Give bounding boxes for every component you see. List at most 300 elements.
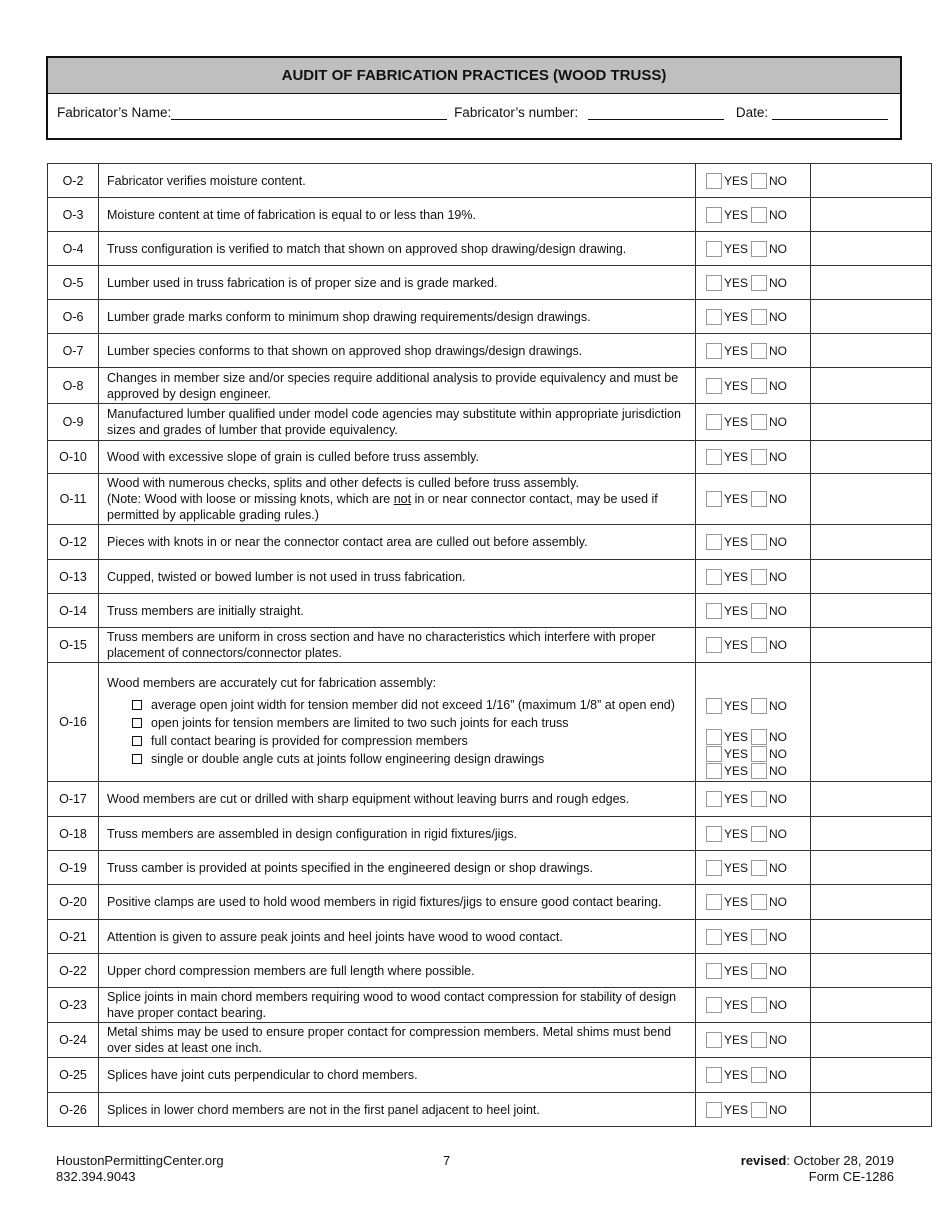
table-row	[48, 300, 932, 334]
item-code: O-25	[48, 1058, 99, 1093]
yes-no-group	[706, 602, 810, 619]
yes-no-cell	[696, 885, 811, 920]
item-code: O-24	[48, 1023, 99, 1058]
item-text: Wood members are accurately cut for fabrication assembly:	[107, 676, 437, 690]
item-code: O-2	[48, 164, 99, 198]
no-label: NO	[769, 603, 788, 618]
footer-revised	[741, 1153, 894, 1169]
yes-label: YES	[724, 638, 749, 652]
notes-cell[interactable]	[811, 334, 932, 368]
no-checkbox[interactable]	[751, 1067, 767, 1083]
no-label: NO	[769, 535, 788, 549]
item-description	[99, 441, 696, 474]
yes-no-cell	[696, 164, 811, 198]
yes-label: YES	[724, 173, 749, 188]
yes-no-group	[706, 568, 810, 585]
item-text: Manufactured lumber qualified under model code agencies may substitute within appropriate jurisdiction sizes and grades of lumber that provide equivalency.	[107, 407, 681, 437]
no-checkbox[interactable]	[751, 929, 767, 945]
table-row	[48, 1093, 932, 1127]
item-description	[99, 266, 696, 300]
item-code: O-19	[48, 851, 99, 885]
page-number: 7	[443, 1153, 451, 1168]
yes-label: YES	[724, 492, 749, 506]
table-row	[48, 988, 932, 1023]
notes-cell[interactable]	[811, 594, 932, 628]
yes-no-group	[706, 172, 810, 189]
note-text: in or near connector contact, may be used if permitted by applicable grading rules.)	[107, 492, 658, 522]
yes-no-stack	[706, 697, 810, 779]
item-sublist	[107, 697, 687, 767]
yes-checkbox[interactable]	[706, 343, 722, 359]
no-label: NO	[769, 450, 788, 464]
notes-cell[interactable]	[811, 368, 932, 404]
item-code: O-26	[48, 1093, 99, 1127]
no-label: NO	[769, 415, 788, 429]
yes-checkbox[interactable]	[706, 637, 722, 653]
yes-label: YES	[724, 1102, 749, 1117]
yes-checkbox[interactable]	[706, 1032, 722, 1048]
yes-no-cell	[696, 851, 811, 885]
yes-label: YES	[724, 1033, 749, 1047]
table-row	[48, 198, 932, 232]
yes-label: YES	[724, 998, 749, 1012]
yes-no-cell	[696, 628, 811, 663]
no-label: NO	[769, 929, 788, 944]
item-code: O-9	[48, 404, 99, 441]
table-row	[48, 851, 932, 885]
yes-label: YES	[724, 569, 749, 584]
item-note	[107, 491, 687, 523]
item-description	[99, 1058, 696, 1093]
item-code: O-12	[48, 525, 99, 560]
yes-no-group	[706, 377, 810, 394]
no-checkbox[interactable]	[751, 1032, 767, 1048]
item-description	[99, 954, 696, 988]
yes-no-cell	[696, 817, 811, 851]
audit-table	[47, 163, 932, 1127]
no-checkbox[interactable]	[751, 449, 767, 465]
yes-checkbox[interactable]	[706, 534, 722, 550]
no-checkbox[interactable]	[751, 746, 767, 762]
yes-no-group	[706, 762, 810, 779]
yes-no-group	[706, 1032, 810, 1049]
no-checkbox[interactable]	[751, 603, 767, 619]
item-code: O-17	[48, 782, 99, 817]
item-code: O-15	[48, 628, 99, 663]
yes-checkbox[interactable]	[706, 378, 722, 394]
yes-checkbox[interactable]	[706, 963, 722, 979]
sublist-text: open joints for tension members are limited to two such joints for each truss	[151, 716, 569, 730]
notes-cell[interactable]	[811, 266, 932, 300]
yes-checkbox[interactable]	[706, 698, 722, 714]
item-description	[99, 817, 696, 851]
yes-no-group	[706, 1067, 810, 1084]
notes-cell[interactable]	[811, 1093, 932, 1127]
no-label: NO	[769, 1033, 788, 1047]
notes-cell[interactable]	[811, 628, 932, 663]
table-row	[48, 663, 932, 782]
item-text: Truss members are assembled in design configuration in rigid fixtures/jigs.	[107, 826, 518, 841]
table-row	[48, 525, 932, 560]
table-row	[48, 885, 932, 920]
no-checkbox[interactable]	[751, 698, 767, 714]
item-code: O-5	[48, 266, 99, 300]
yes-no-group	[706, 997, 810, 1014]
item-description	[99, 368, 696, 404]
no-checkbox[interactable]	[751, 729, 767, 745]
yes-checkbox[interactable]	[706, 275, 722, 291]
yes-checkbox[interactable]	[706, 791, 722, 807]
yes-no-group	[706, 825, 810, 842]
date-label: Date:	[735, 105, 769, 120]
item-text: Truss configuration is verified to match that shown on approved shop drawing/design drawing.	[107, 241, 627, 256]
no-label: NO	[769, 343, 788, 358]
fabricator-name-field[interactable]	[171, 105, 447, 120]
item-description	[99, 474, 696, 525]
yes-no-cell	[696, 525, 811, 560]
yes-no-cell	[696, 300, 811, 334]
item-code: O-13	[48, 560, 99, 594]
no-label: NO	[769, 1102, 788, 1117]
item-text: Lumber species conforms to that shown on approved shop drawings/design drawings.	[107, 343, 583, 358]
item-description	[99, 988, 696, 1023]
yes-checkbox[interactable]	[706, 729, 722, 745]
no-checkbox[interactable]	[751, 894, 767, 910]
sublist-text: average open joint width for tension member did not exceed 1/16” (maximum 1/8” at open end)	[151, 698, 675, 712]
yes-label: YES	[724, 241, 749, 256]
yes-checkbox[interactable]	[706, 569, 722, 585]
item-description	[99, 334, 696, 368]
yes-checkbox[interactable]	[706, 1102, 722, 1118]
notes-cell[interactable]	[811, 782, 932, 817]
item-text: Splices in lower chord members are not in the first panel adjacent to heel joint.	[107, 1102, 540, 1117]
revised-label: revised	[740, 1153, 787, 1168]
no-label: NO	[769, 207, 788, 222]
yes-checkbox[interactable]	[706, 860, 722, 876]
item-text: Attention is given to assure peak joints and heel joints have wood to wood contact.	[107, 929, 563, 944]
no-checkbox[interactable]	[751, 763, 767, 779]
yes-no-group	[706, 791, 810, 808]
notes-cell[interactable]	[811, 525, 932, 560]
yes-label: YES	[724, 763, 749, 778]
no-checkbox[interactable]	[751, 491, 767, 507]
item-description	[99, 164, 696, 198]
yes-label: YES	[724, 450, 749, 464]
yes-checkbox[interactable]	[706, 241, 722, 257]
yes-checkbox[interactable]	[706, 746, 722, 762]
sublist-item	[107, 715, 687, 731]
date-field[interactable]	[772, 105, 888, 120]
no-checkbox[interactable]	[751, 343, 767, 359]
header-fields	[48, 94, 900, 132]
yes-no-cell	[696, 404, 811, 441]
yes-no-cell	[696, 663, 811, 782]
footer-site: HoustonPermittingCenter.org	[56, 1153, 224, 1168]
item-code: O-8	[48, 368, 99, 404]
no-checkbox[interactable]	[751, 275, 767, 291]
no-checkbox[interactable]	[751, 378, 767, 394]
item-text: Fabricator verifies moisture content.	[107, 173, 306, 188]
yes-checkbox[interactable]	[706, 207, 722, 223]
table-row	[48, 164, 932, 198]
no-checkbox[interactable]	[751, 963, 767, 979]
note-emphasis: not	[393, 492, 412, 506]
yes-no-group	[706, 342, 810, 359]
table-row	[48, 1023, 932, 1058]
yes-label: YES	[724, 309, 749, 324]
item-description	[99, 663, 696, 782]
no-label: NO	[769, 1068, 788, 1082]
revised-date: : October 28, 2019	[786, 1153, 894, 1168]
sublist-item	[107, 697, 687, 713]
yes-no-cell	[696, 368, 811, 404]
fabricator-number-field[interactable]	[588, 105, 724, 120]
item-code: O-20	[48, 885, 99, 920]
yes-no-group	[706, 637, 810, 654]
yes-no-cell	[696, 441, 811, 474]
notes-cell[interactable]	[811, 1058, 932, 1093]
notes-cell[interactable]	[811, 817, 932, 851]
notes-cell[interactable]	[811, 885, 932, 920]
item-description	[99, 1023, 696, 1058]
table-row	[48, 782, 932, 817]
yes-no-cell	[696, 988, 811, 1023]
checkbox-bullet-icon	[132, 700, 142, 710]
item-code: O-3	[48, 198, 99, 232]
item-code: O-10	[48, 441, 99, 474]
item-description	[99, 851, 696, 885]
item-text: Wood with excessive slope of grain is culled before truss assembly.	[107, 450, 479, 464]
table-row	[48, 404, 932, 441]
checkbox-bullet-icon	[132, 736, 142, 746]
notes-cell[interactable]	[811, 920, 932, 954]
no-label: NO	[769, 378, 788, 393]
no-label: NO	[769, 895, 788, 909]
yes-label: YES	[724, 963, 749, 978]
item-code: O-21	[48, 920, 99, 954]
yes-no-group	[706, 1101, 810, 1118]
note-text: (Note: Wood with loose or missing knots, which are	[107, 492, 394, 506]
item-code: O-22	[48, 954, 99, 988]
item-description	[99, 404, 696, 441]
yes-checkbox[interactable]	[706, 491, 722, 507]
no-checkbox[interactable]	[751, 207, 767, 223]
no-label: NO	[769, 963, 788, 978]
yes-no-group	[706, 240, 810, 257]
notes-cell[interactable]	[811, 232, 932, 266]
yes-no-group	[706, 859, 810, 876]
no-checkbox[interactable]	[751, 1102, 767, 1118]
item-text: Positive clamps are used to hold wood members in rigid fixtures/jigs to ensure good contact bearing.	[107, 895, 662, 909]
yes-label: YES	[724, 207, 749, 222]
form-header	[46, 56, 902, 140]
item-description	[99, 560, 696, 594]
no-checkbox[interactable]	[751, 637, 767, 653]
sublist-item	[107, 733, 687, 749]
yes-label: YES	[724, 929, 749, 944]
yes-no-group	[706, 962, 810, 979]
yes-no-group	[706, 534, 810, 551]
item-text: Changes in member size and/or species require additional analysis to provide equivalency and must be approved by design engineer.	[107, 370, 679, 401]
no-label: NO	[769, 792, 788, 806]
yes-checkbox[interactable]	[706, 826, 722, 842]
yes-checkbox[interactable]	[706, 763, 722, 779]
table-row	[48, 368, 932, 404]
item-text: Truss members are uniform in cross section and have no characteristics which interfere with proper placement of connectors/connector plates.	[107, 630, 656, 660]
item-text: Moisture content at time of fabrication is equal to or less than 19%.	[107, 207, 476, 222]
table-row	[48, 560, 932, 594]
yes-checkbox[interactable]	[706, 997, 722, 1013]
yes-label: YES	[724, 1068, 749, 1082]
no-checkbox[interactable]	[751, 791, 767, 807]
yes-label: YES	[724, 826, 749, 841]
item-code: O-4	[48, 232, 99, 266]
notes-cell[interactable]	[811, 198, 932, 232]
yes-checkbox[interactable]	[706, 414, 722, 430]
no-label: NO	[769, 826, 788, 841]
yes-no-group	[706, 308, 810, 325]
no-checkbox[interactable]	[751, 534, 767, 550]
item-text: Pieces with knots in or near the connector contact area are culled out before assembly.	[107, 535, 588, 549]
yes-label: YES	[724, 746, 749, 761]
table-row	[48, 232, 932, 266]
notes-cell[interactable]	[811, 1023, 932, 1058]
item-text: Lumber used in truss fabrication is of proper size and is grade marked.	[107, 275, 498, 290]
no-label: NO	[769, 698, 788, 713]
yes-checkbox[interactable]	[706, 929, 722, 945]
sublist-text: full contact bearing is provided for compression members	[151, 734, 468, 748]
no-label: NO	[769, 860, 788, 875]
yes-no-group	[706, 697, 810, 714]
item-code: O-16	[48, 663, 99, 782]
item-code: O-7	[48, 334, 99, 368]
no-checkbox[interactable]	[751, 309, 767, 325]
no-label: NO	[769, 729, 788, 744]
no-label: NO	[769, 998, 788, 1012]
yes-label: YES	[724, 792, 749, 806]
yes-no-group	[706, 274, 810, 291]
table-row	[48, 266, 932, 300]
notes-cell[interactable]	[811, 300, 932, 334]
no-label: NO	[769, 746, 788, 761]
yes-no-cell	[696, 1093, 811, 1127]
yes-no-group	[706, 728, 810, 745]
yes-label: YES	[724, 275, 749, 290]
item-code: O-14	[48, 594, 99, 628]
no-checkbox[interactable]	[751, 173, 767, 189]
no-checkbox[interactable]	[751, 569, 767, 585]
item-description	[99, 1093, 696, 1127]
yes-no-cell	[696, 782, 811, 817]
item-description	[99, 594, 696, 628]
yes-label: YES	[724, 895, 749, 909]
table-row	[48, 628, 932, 663]
sublist-text: single or double angle cuts at joints follow engineering design drawings	[151, 752, 545, 766]
table-row	[48, 817, 932, 851]
table-row	[48, 334, 932, 368]
yes-checkbox[interactable]	[706, 603, 722, 619]
yes-checkbox[interactable]	[706, 449, 722, 465]
no-label: NO	[769, 638, 788, 652]
notes-cell[interactable]	[811, 474, 932, 525]
item-description	[99, 198, 696, 232]
yes-no-group	[706, 745, 810, 762]
no-checkbox[interactable]	[751, 826, 767, 842]
item-code: O-18	[48, 817, 99, 851]
no-checkbox[interactable]	[751, 414, 767, 430]
yes-label: YES	[724, 603, 749, 618]
yes-label: YES	[724, 698, 749, 713]
item-text: Metal shims may be used to ensure proper contact for compression members. Metal shims must bend over sides at least one inch.	[107, 1025, 672, 1055]
item-text: Wood members are cut or drilled with sharp equipment without leaving burrs and rough edges.	[107, 792, 630, 806]
yes-label: YES	[724, 378, 749, 393]
no-checkbox[interactable]	[751, 241, 767, 257]
form-title: AUDIT OF FABRICATION PRACTICES (WOOD TRUSS)	[48, 58, 900, 94]
yes-checkbox[interactable]	[706, 309, 722, 325]
notes-cell[interactable]	[811, 441, 932, 474]
yes-no-group	[706, 491, 810, 508]
item-text: Truss members are initially straight.	[107, 603, 304, 618]
notes-cell[interactable]	[811, 404, 932, 441]
no-checkbox[interactable]	[751, 997, 767, 1013]
yes-checkbox[interactable]	[706, 173, 722, 189]
table-row	[48, 594, 932, 628]
yes-no-group	[706, 449, 810, 466]
notes-cell[interactable]	[811, 954, 932, 988]
yes-checkbox[interactable]	[706, 894, 722, 910]
yes-no-cell	[696, 1023, 811, 1058]
footer-phone: 832.394.9043	[56, 1169, 136, 1184]
item-code: O-11	[48, 474, 99, 525]
yes-no-cell	[696, 920, 811, 954]
item-description	[99, 525, 696, 560]
yes-no-cell	[696, 334, 811, 368]
no-label: NO	[769, 763, 788, 778]
item-description	[99, 300, 696, 334]
notes-cell[interactable]	[811, 988, 932, 1023]
item-code: O-23	[48, 988, 99, 1023]
table-row	[48, 441, 932, 474]
no-label: NO	[769, 309, 788, 324]
footer-right	[741, 1153, 894, 1185]
notes-cell[interactable]	[811, 663, 932, 782]
yes-no-group	[706, 894, 810, 911]
yes-checkbox[interactable]	[706, 1067, 722, 1083]
yes-label: YES	[724, 535, 749, 549]
notes-cell[interactable]	[811, 851, 932, 885]
no-checkbox[interactable]	[751, 860, 767, 876]
yes-no-group	[706, 928, 810, 945]
yes-no-group	[706, 206, 810, 223]
item-code: O-6	[48, 300, 99, 334]
notes-cell[interactable]	[811, 164, 932, 198]
notes-cell[interactable]	[811, 560, 932, 594]
yes-label: YES	[724, 860, 749, 875]
no-label: NO	[769, 492, 788, 506]
item-text: Splices have joint cuts perpendicular to chord members.	[107, 1068, 418, 1082]
item-description	[99, 782, 696, 817]
item-description	[99, 232, 696, 266]
checkbox-bullet-icon	[132, 718, 142, 728]
table-row	[48, 1058, 932, 1093]
item-description	[99, 920, 696, 954]
yes-no-group	[706, 414, 810, 431]
checkbox-bullet-icon	[132, 754, 142, 764]
item-text: Truss camber is provided at points specified in the engineered design or shop drawings.	[107, 860, 593, 875]
no-label: NO	[769, 569, 788, 584]
item-description	[99, 628, 696, 663]
yes-no-cell	[696, 198, 811, 232]
